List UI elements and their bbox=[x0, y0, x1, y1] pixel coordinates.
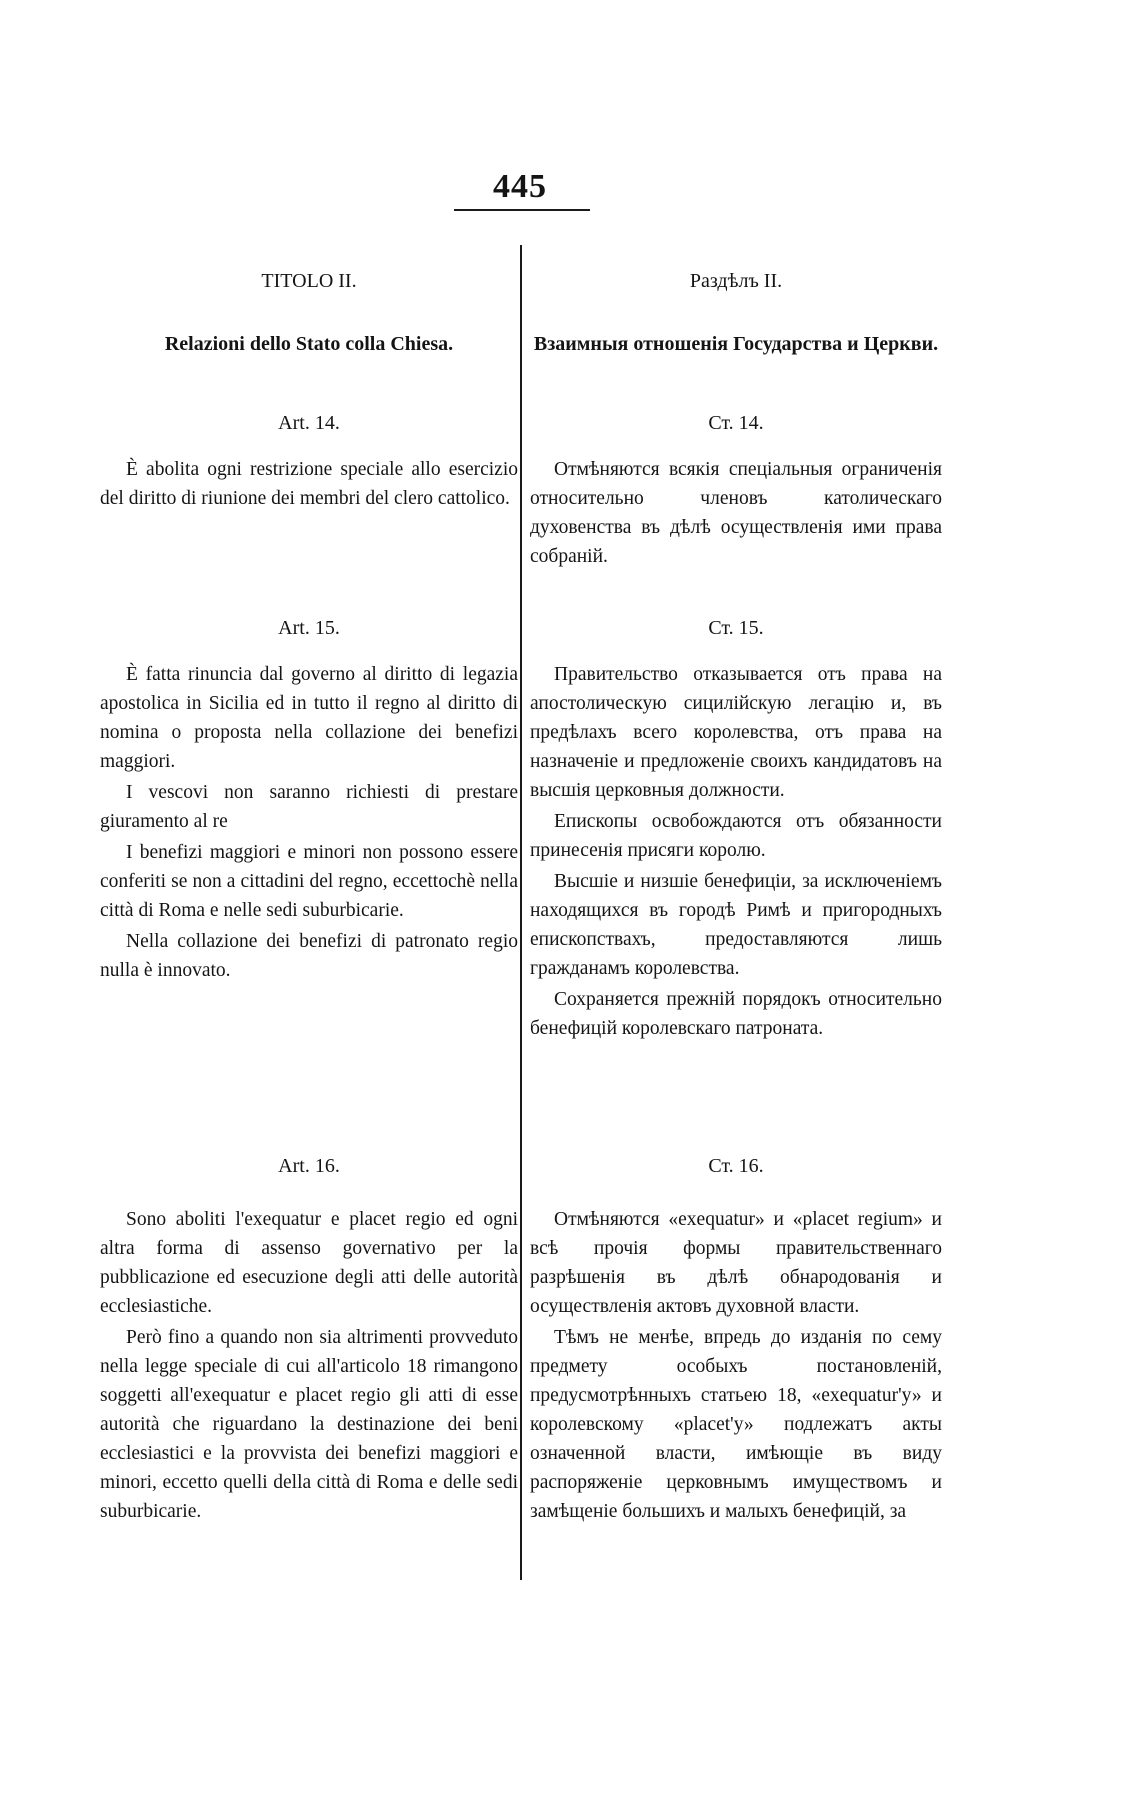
russian-art16-text bbox=[530, 1205, 942, 1528]
paragraph: Правительство отказывается отъ права на апостолическую сицилійскую легацію и, въ предѣлахъ всего королевства, отъ права на назначеніе и предложеніе своихъ кандидатовъ на высшія церковныя должности. bbox=[530, 664, 942, 801]
russian-subtitle: Взаимныя отношенія Государства и Церкви. bbox=[533, 333, 939, 355]
russian-art14-text bbox=[530, 455, 942, 573]
paragraph: Сохраняется прежній порядокъ относительно бенефицій королевскаго патроната. bbox=[530, 989, 942, 1039]
paragraph: Епископы освобождаются отъ обязанности принесенія присяги королю. bbox=[530, 811, 942, 861]
italian-art15-text bbox=[100, 660, 518, 987]
page-number-rule bbox=[454, 209, 590, 211]
paragraph: Nella collazione dei benefizi di patronato regio nulla è innovato. bbox=[100, 931, 518, 981]
paragraph: Отмѣняются «exequatur» и «placet regium» и всѣ прочія формы правительственнаго разрѣшенія въ дѣлѣ обнародованія и осуществленія актовъ духовной власти. bbox=[530, 1209, 942, 1317]
column-divider bbox=[520, 245, 522, 1580]
italian-art16-label: Art. 16. bbox=[278, 1155, 340, 1177]
paragraph: Отмѣняются всякія спеціальныя ограниченія относительно членовъ католическаго духовенства въ дѣлѣ осуществленія ими права собраній. bbox=[530, 459, 942, 567]
paragraph: Però fino a quando non sia altrimenti provveduto nella legge speciale di cui all'articolo 18 rimangono soggetti all'exequatur e placet regio gli atti di esse autorità che riguardano la destinazione dei beni ecclesiastici e la provvista dei benefizi maggiori e minori, eccetto quelli della città di Roma e delle sedi suburbicarie. bbox=[100, 1327, 518, 1522]
russian-title: Раздѣлъ II. bbox=[689, 270, 783, 292]
russian-art15-label: Ст. 15. bbox=[708, 617, 764, 639]
paragraph: È fatta rinuncia dal governo al diritto di legazia apostolica in Sicilia ed in tutto il regno al diritto di nomina o proposta nella collazione dei benefizi maggiori. bbox=[100, 664, 518, 772]
italian-title: TITOLO II. bbox=[261, 270, 357, 292]
italian-subtitle: Relazioni dello Stato colla Chiesa. bbox=[164, 333, 454, 355]
paragraph: È abolita ogni restrizione speciale allo esercizio del diritto di riunione dei membri del clero cattolico. bbox=[100, 459, 518, 509]
italian-art14-text bbox=[100, 455, 518, 515]
paragraph: Sono aboliti l'exequatur e placet regio ed ogni altra forma di assenso governativo per la pubblicazione ed esecuzione degli atti delle autorità ecclesiastiche. bbox=[100, 1209, 518, 1317]
russian-art15-text bbox=[530, 660, 942, 1045]
paragraph: Тѣмъ не менѣе, впредь до изданія по сему предмету особыхъ постановленій, предусмотрѣнныхъ статьею 18, «exequatur'у» и королевскому «placet'у» подлежатъ акты означенной власти, имѣющіе въ виду распоряженіе церковнымъ имуществомъ и замѣщеніе большихъ и малыхъ бенефицій, за bbox=[530, 1327, 942, 1522]
russian-art14-label: Ст. 14. bbox=[708, 412, 764, 434]
page-number: 445 bbox=[493, 168, 547, 205]
paragraph: I vescovi non saranno richiesti di prestare giuramento al re bbox=[100, 782, 518, 832]
paragraph: Высшіе и низшіе бенефиціи, за исключеніемъ находящихся въ городѣ Римѣ и пригородныхъ епископствахъ, предоставляются лишь гражданамъ королевства. bbox=[530, 871, 942, 979]
paragraph: I benefizi maggiori e minori non possono essere conferiti se non a cittadini del regno, eccettochè nella città di Roma e nelle sedi suburbicarie. bbox=[100, 842, 518, 921]
italian-art15-label: Art. 15. bbox=[278, 617, 340, 639]
russian-art16-label: Ст. 16. bbox=[708, 1155, 764, 1177]
italian-art14-label: Art. 14. bbox=[278, 412, 340, 434]
italian-art16-text bbox=[100, 1205, 518, 1528]
